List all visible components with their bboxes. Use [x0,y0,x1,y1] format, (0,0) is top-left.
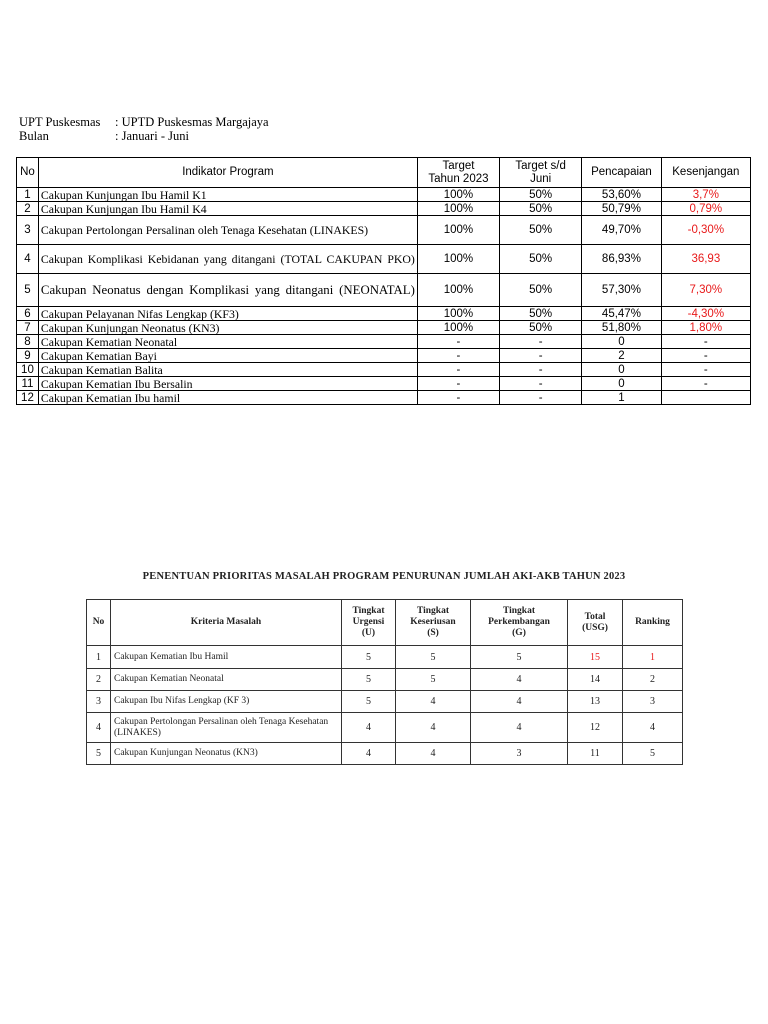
header-total-line1: Total [584,611,606,622]
row-target-tahun: 100% [417,188,499,202]
header-kriteria: Kriteria Masalah [111,600,342,646]
row-ranking: 3 [623,691,683,713]
row-no: 9 [17,349,39,363]
row-target-tahun: - [417,377,499,391]
header-perkembangan [471,600,568,646]
row-urgensi: 5 [342,669,396,691]
row-target-tahun: - [417,335,499,349]
row-no: 3 [17,216,39,245]
row-pencapaian: 45,47% [582,307,661,321]
header-indikator: Indikator Program [38,158,417,188]
row-no: 3 [87,691,111,713]
row-kesenjangan: 0,79% [661,202,750,216]
row-indikator: Cakupan Neonatus dengan Komplikasi yang ditangani (NEONATAL) [38,274,417,307]
header-target-sd-line2: Juni [530,172,552,185]
row-indikator: Cakupan Kematian Ibu hamil [38,391,417,405]
row-kesenjangan [661,391,750,405]
priority-table-header [87,600,683,646]
row-pencapaian: 57,30% [582,274,661,307]
row-perkembangan: 4 [471,713,568,743]
table-row [17,321,751,335]
row-pencapaian: 0 [582,335,661,349]
header-target-tahun-line1: Target [442,159,475,172]
row-urgensi: 5 [342,646,396,669]
row-indikator: Cakupan Kunjungan Ibu Hamil K1 [38,188,417,202]
header-no: No [87,600,111,646]
row-no: 4 [17,245,39,274]
row-kriteria: Cakupan Kematian Ibu Hamil [111,646,342,669]
header-urgensi [342,600,396,646]
row-pencapaian: 53,60% [582,188,661,202]
row-indikator: Cakupan Kematian Bayi [38,349,417,363]
row-kesenjangan: 3,7% [661,188,750,202]
row-urgensi: 4 [342,713,396,743]
row-no: 5 [87,743,111,765]
header-target-sd [500,158,582,188]
row-target-tahun: 100% [417,216,499,245]
priority-table-title: PENENTUAN PRIORITAS MASALAH PROGRAM PENURUNAN JUMLAH AKI-AKB TAHUN 2023 [142,571,626,582]
row-no: 1 [87,646,111,669]
row-kesenjangan: - [661,377,750,391]
table-row [17,307,751,321]
row-indikator: Cakupan Pertolongan Persalinan oleh Tenaga Kesehatan (LINAKES) [38,216,417,245]
row-total: 13 [568,691,623,713]
row-total: 14 [568,669,623,691]
header-urgensi-line1: Tingkat [352,606,385,616]
row-no: 5 [17,274,39,307]
row-target-sd: 50% [500,202,582,216]
header-perkembangan-line2: Perkembangan [488,617,550,627]
table-row [17,349,751,363]
header-ranking: Ranking [623,600,683,646]
row-target-tahun: 100% [417,307,499,321]
row-keseriusan: 4 [396,691,471,713]
row-indikator: Cakupan Kunjungan Neonatus (KN3) [38,321,417,335]
row-kriteria: Cakupan Ibu Nifas Lengkap (KF 3) [111,691,342,713]
row-indikator: Cakupan Kematian Neonatal [38,335,417,349]
header-total [568,600,623,646]
row-kesenjangan: - [661,335,750,349]
bulan-row [19,129,269,143]
upt-value: : UPTD Puskesmas Margajaya [115,115,269,129]
row-pencapaian: 2 [582,349,661,363]
row-keseriusan: 5 [396,646,471,669]
document-header [19,115,269,143]
row-kesenjangan: -0,30% [661,216,750,245]
upt-label: UPT Puskesmas [19,115,101,129]
row-kesenjangan: - [661,363,750,377]
indicator-table-header [17,158,751,188]
table-row [17,391,751,405]
table-row [87,691,683,713]
row-pencapaian: 51,80% [582,321,661,335]
row-target-sd: 50% [500,188,582,202]
header-urgensi-line2: Urgensi [352,617,385,627]
row-kesenjangan: 36,93 [661,245,750,274]
row-total: 15 [568,646,623,669]
row-ranking: 5 [623,743,683,765]
header-target-tahun-line2: Tahun 2023 [428,172,489,185]
row-keseriusan: 4 [396,713,471,743]
row-indikator: Cakupan Komplikasi Kebidanan yang ditangani (TOTAL CAKUPAN PKO) [38,245,417,274]
header-kesenjangan: Kesenjangan [661,158,750,188]
row-urgensi: 5 [342,691,396,713]
row-no: 8 [17,335,39,349]
row-ranking: 1 [623,646,683,669]
row-no: 10 [17,363,39,377]
row-no: 11 [17,377,39,391]
table-row [17,188,751,202]
row-pencapaian: 49,70% [582,216,661,245]
row-target-sd: - [500,391,582,405]
row-target-sd: 50% [500,274,582,307]
row-target-sd: 50% [500,307,582,321]
row-indikator: Cakupan Pelayanan Nifas Lengkap (KF3) [38,307,417,321]
table-row [87,669,683,691]
row-target-tahun: - [417,349,499,363]
row-perkembangan: 4 [471,669,568,691]
row-pencapaian: 86,93% [582,245,661,274]
row-kesenjangan: - [661,349,750,363]
row-kesenjangan: 1,80% [661,321,750,335]
row-target-tahun: 100% [417,274,499,307]
row-perkembangan: 5 [471,646,568,669]
row-target-tahun: 100% [417,202,499,216]
upt-row [19,115,269,129]
row-indikator: Cakupan Kematian Ibu Bersalin [38,377,417,391]
bulan-label: Bulan [19,129,49,143]
table-row [87,646,683,669]
table-row [17,377,751,391]
row-no: 12 [17,391,39,405]
row-kesenjangan: 7,30% [661,274,750,307]
table-row [17,274,751,307]
header-no: No [17,158,39,188]
header-target-tahun [417,158,499,188]
row-pencapaian: 0 [582,377,661,391]
row-target-tahun: - [417,391,499,405]
header-keseriusan-line2: Keseriusan [410,617,456,627]
table-row [87,713,683,743]
header-keseriusan-line1: Tingkat [416,606,450,616]
row-keseriusan: 4 [396,743,471,765]
row-target-sd: - [500,363,582,377]
row-target-sd: 50% [500,321,582,335]
row-target-tahun: 100% [417,321,499,335]
row-pencapaian: 0 [582,363,661,377]
table-row [17,216,751,245]
table-row [17,335,751,349]
header-perkembangan-line3: (G) [512,628,526,638]
table-row [17,245,751,274]
row-target-tahun: 100% [417,245,499,274]
row-no: 4 [87,713,111,743]
table-row [17,363,751,377]
row-target-sd: - [500,349,582,363]
row-perkembangan: 4 [471,691,568,713]
row-no: 1 [17,188,39,202]
row-target-tahun: - [417,363,499,377]
row-pencapaian: 1 [582,391,661,405]
row-kesenjangan: -4,30% [661,307,750,321]
bulan-value: : Januari - Juni [115,129,189,143]
row-perkembangan: 3 [471,743,568,765]
row-total: 11 [568,743,623,765]
header-urgensi-line3: (U) [361,628,376,638]
header-perkembangan-line1: Tingkat [502,606,536,616]
header-pencapaian: Pencapaian [582,158,661,188]
row-pencapaian: 50,79% [582,202,661,216]
row-kriteria: Cakupan Kunjungan Neonatus (KN3) [111,743,342,765]
row-indikator: Cakupan Kunjungan Ibu Hamil K4 [38,202,417,216]
header-target-sd-line1: Target s/d [515,159,566,172]
row-target-sd: 50% [500,216,582,245]
table-row [17,202,751,216]
indicator-table [16,157,751,405]
row-urgensi: 4 [342,743,396,765]
priority-table [86,599,683,765]
row-no: 6 [17,307,39,321]
row-keseriusan: 5 [396,669,471,691]
row-kriteria: Cakupan Pertolongan Persalinan oleh Tenaga Kesehatan (LINAKES) [111,713,342,743]
row-target-sd: - [500,335,582,349]
row-kriteria: Cakupan Kematian Neonatal [111,669,342,691]
header-total-line2: (USG) [582,622,608,633]
row-ranking: 2 [623,669,683,691]
row-indikator: Cakupan Kematian Balita [38,363,417,377]
row-ranking: 4 [623,713,683,743]
row-target-sd: - [500,377,582,391]
row-target-sd: 50% [500,245,582,274]
header-keseriusan [396,600,471,646]
row-no: 7 [17,321,39,335]
row-no: 2 [87,669,111,691]
header-keseriusan-line3: (S) [427,628,439,638]
row-total: 12 [568,713,623,743]
row-no: 2 [17,202,39,216]
table-row [87,743,683,765]
